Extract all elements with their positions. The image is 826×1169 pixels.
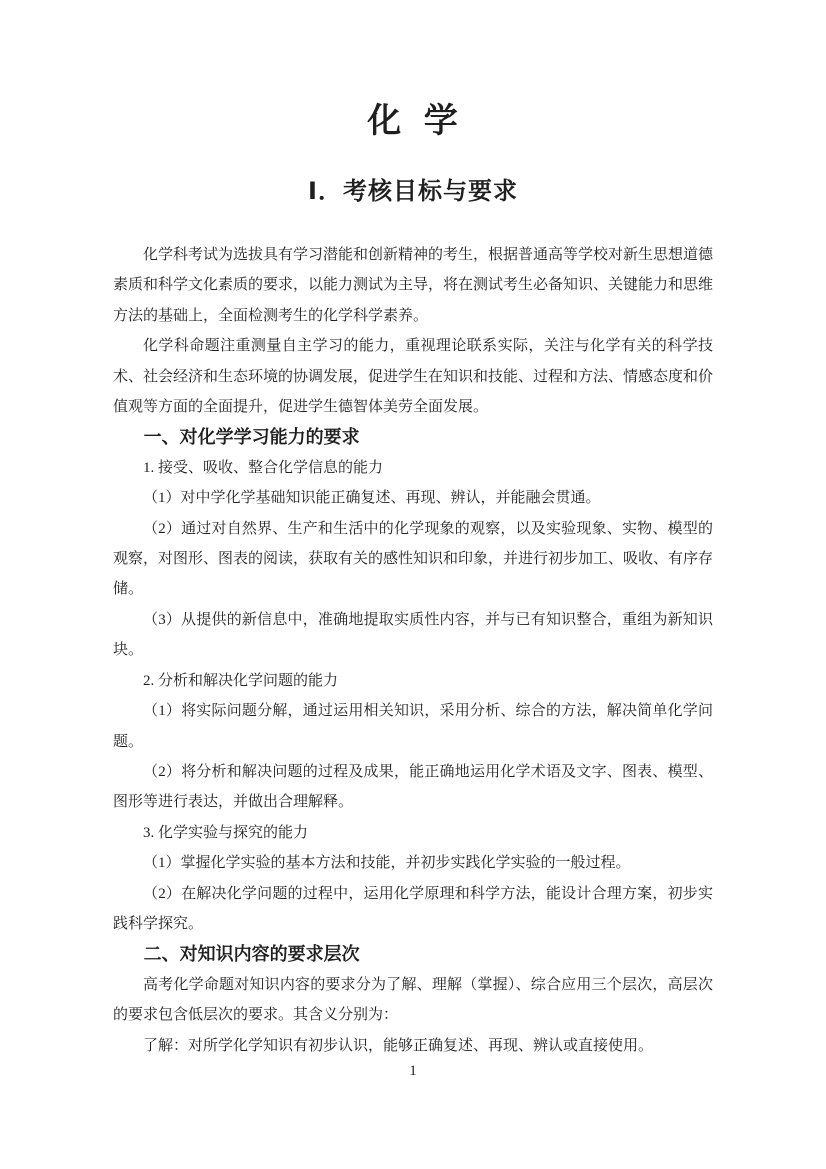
paragraph: （2）将分析和解决问题的过程及成果，能正确地运用化学术语及文字、图表、模型、图形等进行表达，并做出合理解释。 bbox=[113, 763, 713, 811]
paragraph: （1）对中学化学基础知识能正确复述、再现、辨认，并能融会贯通。 bbox=[143, 490, 601, 507]
paragraph: （3）从提供的新信息中，准确地提取实质性内容，并与已有知识整合，重组为新知识块。 bbox=[113, 611, 713, 659]
paragraph: 1. 接受、吸收、整合化学信息的能力 bbox=[143, 459, 384, 476]
paragraph: 2. 分析和解决化学问题的能力 bbox=[143, 672, 339, 689]
paragraph: （2）在解决化学问题的过程中，运用化学原理和科学方法，能设计合理方案，初步实践科学探究。 bbox=[113, 885, 713, 932]
subsection-heading: 二、对知识内容的要求层次 bbox=[143, 944, 360, 965]
paragraph: （1）将实际问题分解，通过运用相关知识，采用分析、综合的方法，解决简单化学问题。 bbox=[113, 703, 713, 750]
section-heading: Ⅰ．考核目标与要求 bbox=[308, 178, 518, 205]
doc-body bbox=[113, 240, 713, 1061]
paragraph: （2）通过对自然界、生产和生活中的化学现象的观察，以及实验现象、实物、模型的观察，对图形、图表的阅读，获取有关的感性知识和印象，并进行初步加工、吸收、有序存储。 bbox=[113, 520, 714, 598]
paragraph: （1）掌握化学实验的基本方法和技能，并初步实践化学实验的一般过程。 bbox=[143, 855, 631, 872]
paragraph: 高考化学命题对知识内容的要求分为了解、理解（掌握）、综合应用三个层次，高层次的要求包含低层次的要求。其含义分别为： bbox=[113, 976, 713, 1024]
subsection-heading: 一、对化学学习能力的要求 bbox=[143, 427, 360, 448]
paragraph: 3. 化学实验与探究的能力 bbox=[143, 824, 309, 841]
paragraph: 了解：对所学化学知识有初步认识，能够正确复述、再现、辨认或直接使用。 bbox=[143, 1037, 654, 1054]
paragraph: 化学科命题注重测量自主学习的能力，重视理论联系实际，关注与化学有关的科学技术、社会经济和生态环境的协调发展，促进学生在知识和技能、过程和方法、情感态度和价值观等方面的全面提升，促进学生德智体美劳全面发展。 bbox=[113, 338, 714, 416]
paragraph: 化学科考试为选拔具有学习潜能和创新精神的考生，根据普通高等学校对新生思想道德素质和科学文化素质的要求，以能力测试为主导，将在测试考生必备知识、关键能力和思维方法的基础上，全面检测考生的化学科学素养。 bbox=[113, 247, 714, 324]
page-number: 1 bbox=[409, 1062, 417, 1079]
doc-title: 化 学 bbox=[367, 103, 459, 140]
